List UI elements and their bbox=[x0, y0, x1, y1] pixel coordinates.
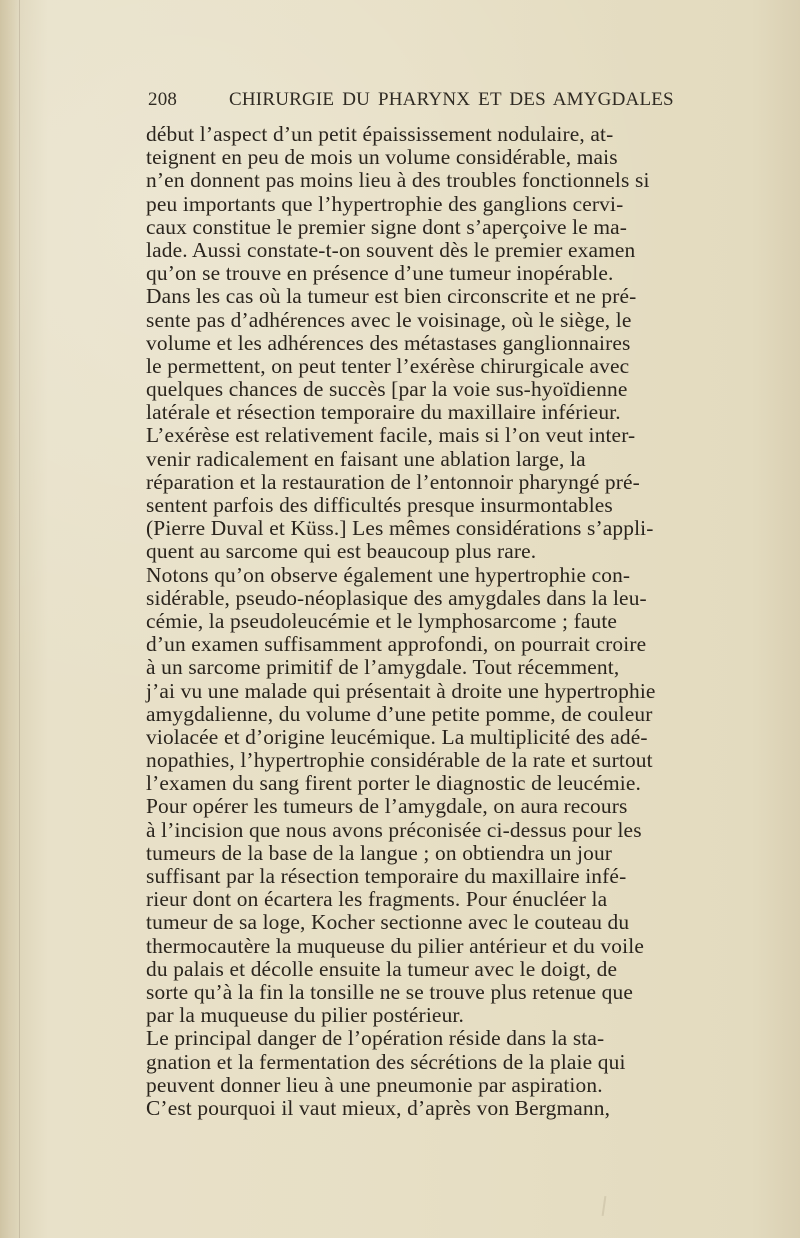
text-line: n’en donnent pas moins lieu à des troubles fonctionnels si bbox=[146, 168, 650, 193]
text-line: sentent parfois des difficultés presque insurmontables bbox=[146, 493, 613, 517]
text-line: cémie, la pseudoleucémie et le lymphosarcome ; faute bbox=[146, 608, 618, 633]
text-line: à un sarcome primitif de l’amygdale. Tout récemment, bbox=[146, 655, 620, 680]
text-line: réparation et la restauration de l’entonnoir pharyngé pré- bbox=[146, 469, 640, 494]
text-line: amygdalienne, du volume d’une petite pomme, de couleur bbox=[146, 701, 653, 726]
text-line: rieur dont on écartera les fragments. Pour énucléer la bbox=[146, 887, 608, 912]
running-head: CHIRURGIE DU PHARYNX ET DES AMYGDALES bbox=[229, 89, 674, 110]
text-line: début l’aspect d’un petit épaississement nodulaire, at- bbox=[146, 122, 614, 146]
text-line: Notons qu’on observe également une hypertrophie con- bbox=[146, 562, 631, 587]
text-line: du palais et décolle ensuite la tumeur avec le doigt, de bbox=[146, 956, 618, 981]
text-line: sidérable, pseudo-néoplasique des amygdales dans la leu- bbox=[146, 585, 647, 610]
text-line: venir radicalement en faisant une ablation large, la bbox=[146, 446, 586, 471]
page-gutter-line bbox=[19, 0, 20, 1238]
text-line: à l’incision que nous avons préconisée ci-dessus pour les bbox=[146, 817, 642, 842]
text-line: j’ai vu une malade qui présentait à droite une hypertrophie bbox=[146, 678, 656, 703]
text-line: thermocautère la muqueuse du pilier antérieur et du voile bbox=[146, 933, 644, 958]
text-line: caux constitue le premier signe dont s’aperçoive le ma- bbox=[146, 214, 628, 239]
text-line: tumeur de sa loge, Kocher sectionne avec le couteau du bbox=[146, 910, 630, 935]
text-line: quelques chances de succès [par la voie sus-hyoïdienne bbox=[146, 377, 628, 402]
text-line: le permettent, on peut tenter l’exérèse chirurgicale avec bbox=[146, 353, 630, 378]
text-line: sorte qu’à la fin la tonsille ne se trouve plus retenue que bbox=[146, 979, 634, 1004]
text-line: quent au sarcome qui est beaucoup plus rare. bbox=[146, 539, 537, 564]
text-line: C’est pourquoi il vaut mieux, d’après von Bergmann, bbox=[146, 1095, 611, 1120]
text-line: gnation et la fermentation des sécrétions de la plaie qui bbox=[146, 1049, 626, 1074]
text-line: volume et les adhérences des métastases ganglionnaires bbox=[146, 330, 631, 355]
page-mark bbox=[602, 1196, 607, 1216]
text-line: l’examen du sang firent porter le diagnostic de leucémie. bbox=[146, 771, 641, 796]
text-line: qu’on se trouve en présence d’une tumeur inopérable. bbox=[146, 261, 614, 286]
text-line: nopathies, l’hypertrophie considérable de la rate et surtout bbox=[146, 748, 653, 773]
text-line: latérale et résection temporaire du maxillaire inférieur. bbox=[146, 400, 621, 425]
page-left-edge bbox=[0, 0, 18, 1238]
text-line: Le principal danger de l’opération réside dans la sta- bbox=[146, 1026, 605, 1051]
text-line: sente pas d’adhérences avec le voisinage, où le siège, le bbox=[146, 307, 632, 332]
text-line: par la muqueuse du pilier postérieur. bbox=[146, 1003, 465, 1028]
text-line: lade. Aussi constate-t-on souvent dès le premier examen bbox=[146, 237, 636, 262]
text-line: peuvent donner lieu à une pneumonie par aspiration. bbox=[146, 1072, 603, 1097]
text-line: peu importants que l’hypertrophie des ganglions cervi- bbox=[146, 191, 624, 216]
text-line: violacée et d’origine leucémique. La multiplicité des adé- bbox=[146, 724, 648, 749]
main-text-block bbox=[146, 123, 782, 1120]
page-number: 208 bbox=[148, 89, 178, 110]
text-line: (Pierre Duval et Küss.] Les mêmes considérations s’appli- bbox=[146, 516, 654, 541]
text-line: L’exérèse est relativement facile, mais si l’on veut inter- bbox=[146, 423, 636, 448]
page-header bbox=[148, 89, 680, 113]
text-line: tumeurs de la base de la langue ; on obtiendra un jour bbox=[146, 840, 613, 865]
text-line: suffisant par la résection temporaire du maxillaire infé- bbox=[146, 864, 627, 888]
text-line: Pour opérer les tumeurs de l’amygdale, on aura recours bbox=[146, 794, 628, 819]
text-line: Dans les cas où la tumeur est bien circonscrite et ne pré- bbox=[146, 284, 637, 309]
text-line: teignent en peu de mois un volume considérable, mais bbox=[146, 145, 618, 170]
text-line: d’un examen suffisamment approfondi, on pourrait croire bbox=[146, 632, 647, 657]
